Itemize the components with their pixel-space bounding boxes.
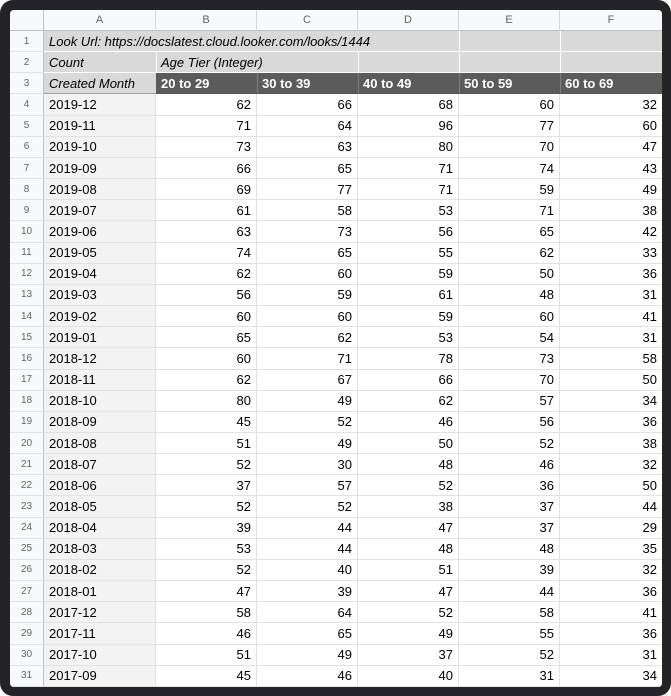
row-number[interactable]: 22 [10,475,44,496]
row-number[interactable]: 19 [10,412,44,433]
row-number[interactable]: 6 [10,137,44,158]
column-header-b[interactable]: B [156,10,257,31]
value-cell[interactable]: 60 [156,306,257,327]
value-cell[interactable]: 63 [156,221,257,242]
value-cell[interactable]: 55 [459,623,560,644]
value-cell[interactable]: 62 [358,391,459,412]
month-cell[interactable]: 2018-02 [44,560,156,581]
row-number[interactable]: 26 [10,560,44,581]
row-number[interactable]: 12 [10,264,44,285]
row-number[interactable]: 18 [10,391,44,412]
table-row [10,94,662,115]
table-row [10,306,662,327]
empty-cell[interactable] [459,52,560,73]
row-number[interactable]: 20 [10,433,44,454]
row-number[interactable]: 8 [10,179,44,200]
value-cell[interactable]: 64 [257,602,358,623]
value-cell[interactable]: 40 [257,560,358,581]
value-cell[interactable]: 48 [459,539,560,560]
month-cell[interactable]: 2018-01 [44,581,156,602]
table-row [10,518,662,539]
value-cell[interactable]: 44 [459,581,560,602]
value-cell[interactable]: 36 [560,264,662,285]
value-cell[interactable]: 60 [459,306,560,327]
value-cell[interactable]: 62 [459,243,560,264]
row-number[interactable]: 30 [10,645,44,666]
month-cell[interactable]: 2018-04 [44,518,156,539]
value-cell[interactable]: 71 [459,200,560,221]
value-cell[interactable]: 36 [459,475,560,496]
value-cell[interactable]: 32 [560,94,662,115]
row-number[interactable]: 16 [10,348,44,369]
value-cell[interactable]: 41 [560,306,662,327]
value-cell[interactable]: 61 [156,200,257,221]
value-cell[interactable]: 30 [257,454,358,475]
row-number[interactable]: 15 [10,327,44,348]
column-header-row [10,10,662,31]
table-row [10,412,662,433]
value-cell[interactable]: 45 [156,412,257,433]
column-header-e[interactable]: E [459,10,560,31]
row-number[interactable]: 24 [10,518,44,539]
value-cell[interactable]: 58 [459,602,560,623]
row-number[interactable]: 1 [10,31,44,52]
value-cell[interactable]: 53 [358,200,459,221]
value-cell[interactable]: 32 [560,454,662,475]
empty-cell[interactable] [358,52,459,73]
value-cell[interactable]: 71 [257,348,358,369]
table-row [10,137,662,158]
value-cell[interactable]: 58 [560,348,662,369]
table-row [10,327,662,348]
month-cell[interactable]: 2019-02 [44,306,156,327]
table-row [10,264,662,285]
table-row [10,285,662,306]
table-row [10,475,662,496]
table-row [10,370,662,391]
column-header-f[interactable]: F [560,10,662,31]
value-cell[interactable]: 57 [459,391,560,412]
table-row [10,391,662,412]
value-cell[interactable]: 39 [459,560,560,581]
value-cell[interactable]: 65 [257,243,358,264]
value-cell[interactable]: 74 [156,243,257,264]
value-cell[interactable]: 33 [560,243,662,264]
value-cell[interactable]: 80 [358,137,459,158]
measure-label-cell[interactable]: Count [44,52,156,73]
value-cell[interactable]: 54 [459,327,560,348]
month-cell[interactable]: 2019-08 [44,179,156,200]
value-cell[interactable]: 52 [459,645,560,666]
value-cell[interactable]: 38 [358,496,459,517]
month-cell[interactable]: 2019-11 [44,116,156,137]
value-cell[interactable]: 37 [459,518,560,539]
value-cell[interactable]: 77 [459,116,560,137]
row-number[interactable]: 2 [10,52,44,73]
value-cell[interactable]: 70 [459,137,560,158]
value-cell[interactable]: 78 [358,348,459,369]
value-cell[interactable]: 64 [257,116,358,137]
value-cell[interactable]: 49 [257,391,358,412]
value-cell[interactable]: 71 [358,158,459,179]
value-cell[interactable]: 34 [560,666,662,687]
value-cell[interactable]: 48 [358,454,459,475]
column-header-a[interactable]: A [44,10,156,31]
value-cell[interactable]: 52 [156,496,257,517]
value-cell[interactable]: 46 [459,454,560,475]
value-cell[interactable]: 62 [257,327,358,348]
tier-header-cell[interactable]: 40 to 49 [358,73,459,94]
table-row [10,581,662,602]
month-cell[interactable]: 2017-11 [44,623,156,644]
row-number[interactable]: 11 [10,243,44,264]
value-cell[interactable]: 46 [358,412,459,433]
table-row [10,602,662,623]
tier-header-cell[interactable]: 20 to 29 [156,73,257,94]
value-cell[interactable]: 62 [156,94,257,115]
value-cell[interactable]: 36 [560,581,662,602]
row-number[interactable]: 25 [10,539,44,560]
value-cell[interactable]: 67 [257,370,358,391]
table-row [10,539,662,560]
value-cell[interactable]: 52 [358,475,459,496]
value-cell[interactable]: 59 [358,306,459,327]
value-cell[interactable]: 52 [156,560,257,581]
value-cell[interactable]: 35 [560,539,662,560]
value-cell[interactable]: 44 [560,496,662,517]
value-cell[interactable]: 53 [156,539,257,560]
month-cell[interactable]: 2018-09 [44,412,156,433]
row-number[interactable]: 9 [10,200,44,221]
value-cell[interactable]: 74 [459,158,560,179]
value-cell[interactable]: 56 [156,285,257,306]
row-number[interactable]: 29 [10,623,44,644]
pivot-label-cell[interactable]: Age Tier (Integer) [156,52,358,73]
value-cell[interactable]: 39 [257,581,358,602]
month-cell[interactable]: 2019-06 [44,221,156,242]
row-number[interactable]: 17 [10,370,44,391]
value-cell[interactable]: 73 [459,348,560,369]
month-cell[interactable]: 2019-07 [44,200,156,221]
value-cell[interactable]: 50 [560,475,662,496]
value-cell[interactable]: 68 [358,94,459,115]
month-cell[interactable]: 2018-07 [44,454,156,475]
value-cell[interactable]: 44 [257,539,358,560]
dimension-label-cell[interactable]: Created Month [44,73,156,94]
month-cell[interactable]: 2019-05 [44,243,156,264]
value-cell[interactable]: 37 [156,475,257,496]
value-cell[interactable]: 31 [459,666,560,687]
month-cell[interactable]: 2018-12 [44,348,156,369]
month-cell[interactable]: 2017-09 [44,666,156,687]
month-cell[interactable]: 2018-10 [44,391,156,412]
value-cell[interactable]: 34 [560,391,662,412]
value-cell[interactable]: 60 [156,348,257,369]
value-cell[interactable]: 48 [358,539,459,560]
value-cell[interactable]: 46 [156,623,257,644]
value-cell[interactable]: 52 [459,433,560,454]
value-cell[interactable]: 62 [156,264,257,285]
value-cell[interactable]: 63 [257,137,358,158]
tier-header-cell[interactable]: 60 to 69 [560,73,662,94]
month-cell[interactable]: 2018-08 [44,433,156,454]
value-cell[interactable]: 36 [560,623,662,644]
row-number[interactable]: 10 [10,221,44,242]
value-cell[interactable]: 73 [156,137,257,158]
table-row [10,348,662,369]
month-cell[interactable]: 2018-06 [44,475,156,496]
table-row [10,560,662,581]
value-cell[interactable]: 60 [459,94,560,115]
table-row [10,454,662,475]
value-cell[interactable]: 70 [459,370,560,391]
month-cell[interactable]: 2017-10 [44,645,156,666]
value-cell[interactable]: 71 [358,179,459,200]
row-number[interactable]: 23 [10,496,44,517]
empty-cell[interactable] [560,31,662,52]
row-number[interactable]: 21 [10,454,44,475]
row-number[interactable]: 14 [10,306,44,327]
month-cell[interactable]: 2018-05 [44,496,156,517]
row-number[interactable]: 31 [10,666,44,687]
value-cell[interactable]: 52 [358,602,459,623]
empty-cell[interactable] [459,31,560,52]
row-number[interactable]: 27 [10,581,44,602]
look-url-cell[interactable]: Look Url: https://docslatest.cloud.looker.com/looks/1444 [44,31,459,52]
table-row [10,200,662,221]
value-cell[interactable]: 40 [358,666,459,687]
table-row [10,666,662,687]
value-cell[interactable]: 41 [560,602,662,623]
value-cell[interactable]: 58 [257,200,358,221]
column-header-c[interactable]: C [257,10,358,31]
value-cell[interactable]: 49 [560,179,662,200]
value-cell[interactable]: 73 [257,221,358,242]
value-cell[interactable]: 59 [358,264,459,285]
value-cell[interactable]: 60 [560,116,662,137]
value-cell[interactable]: 36 [560,412,662,433]
row-look-url [10,31,662,52]
value-cell[interactable]: 51 [358,560,459,581]
month-cell[interactable]: 2019-03 [44,285,156,306]
month-cell[interactable]: 2019-12 [44,94,156,115]
row-number[interactable]: 7 [10,158,44,179]
value-cell[interactable]: 65 [156,327,257,348]
value-cell[interactable]: 42 [560,221,662,242]
value-cell[interactable]: 50 [358,433,459,454]
row-number[interactable]: 5 [10,116,44,137]
table-row [10,158,662,179]
table-row [10,116,662,137]
month-cell[interactable]: 2019-04 [44,264,156,285]
value-cell[interactable]: 49 [358,623,459,644]
value-cell[interactable]: 38 [560,200,662,221]
row-tier-header [10,73,662,94]
row-number[interactable]: 13 [10,285,44,306]
table-row [10,496,662,517]
value-cell[interactable]: 52 [257,496,358,517]
table-row [10,623,662,644]
value-cell[interactable]: 56 [358,221,459,242]
value-cell[interactable]: 46 [257,666,358,687]
value-cell[interactable]: 69 [156,179,257,200]
value-cell[interactable]: 47 [156,581,257,602]
value-cell[interactable]: 96 [358,116,459,137]
value-cell[interactable]: 49 [257,645,358,666]
month-cell[interactable]: 2019-10 [44,137,156,158]
tier-header-cell[interactable]: 30 to 39 [257,73,358,94]
value-cell[interactable]: 53 [358,327,459,348]
value-cell[interactable]: 31 [560,285,662,306]
value-cell[interactable]: 37 [358,645,459,666]
value-cell[interactable]: 31 [560,645,662,666]
value-cell[interactable]: 58 [156,602,257,623]
column-header-d[interactable]: D [358,10,459,31]
select-all-corner[interactable] [10,10,44,31]
value-cell[interactable]: 71 [156,116,257,137]
value-cell[interactable]: 50 [560,370,662,391]
value-cell[interactable]: 60 [257,264,358,285]
value-cell[interactable]: 65 [257,623,358,644]
value-cell[interactable]: 38 [560,433,662,454]
value-cell[interactable]: 51 [156,433,257,454]
value-cell[interactable]: 48 [459,285,560,306]
value-cell[interactable]: 77 [257,179,358,200]
value-cell[interactable]: 65 [257,158,358,179]
value-cell[interactable]: 43 [560,158,662,179]
table-row [10,433,662,454]
table-row [10,243,662,264]
value-cell[interactable]: 51 [156,645,257,666]
row-number[interactable]: 4 [10,94,44,115]
value-cell[interactable]: 39 [156,518,257,539]
value-cell[interactable]: 59 [257,285,358,306]
value-cell[interactable]: 37 [459,496,560,517]
empty-cell[interactable] [560,52,662,73]
row-number[interactable]: 3 [10,73,44,94]
value-cell[interactable]: 49 [257,433,358,454]
value-cell[interactable]: 32 [560,560,662,581]
value-cell[interactable]: 65 [459,221,560,242]
spreadsheet-grid [10,10,662,687]
value-cell[interactable]: 44 [257,518,358,539]
value-cell[interactable]: 50 [459,264,560,285]
value-cell[interactable]: 61 [358,285,459,306]
table-row [10,179,662,200]
value-cell[interactable]: 47 [560,137,662,158]
value-cell[interactable]: 66 [156,158,257,179]
value-cell[interactable]: 56 [459,412,560,433]
value-cell[interactable]: 52 [156,454,257,475]
month-cell[interactable]: 2019-01 [44,327,156,348]
value-cell[interactable]: 45 [156,666,257,687]
value-cell[interactable]: 52 [257,412,358,433]
value-cell[interactable]: 66 [257,94,358,115]
value-cell[interactable]: 80 [156,391,257,412]
month-cell[interactable]: 2019-09 [44,158,156,179]
month-cell[interactable]: 2018-11 [44,370,156,391]
row-number[interactable]: 28 [10,602,44,623]
row-labels [10,52,662,73]
value-cell[interactable]: 31 [560,327,662,348]
tier-header-cell[interactable]: 50 to 59 [459,73,560,94]
month-cell[interactable]: 2018-03 [44,539,156,560]
value-cell[interactable]: 47 [358,518,459,539]
value-cell[interactable]: 47 [358,581,459,602]
table-row [10,645,662,666]
table-row [10,221,662,242]
value-cell[interactable]: 62 [156,370,257,391]
value-cell[interactable]: 60 [257,306,358,327]
value-cell[interactable]: 55 [358,243,459,264]
value-cell[interactable]: 59 [459,179,560,200]
value-cell[interactable]: 57 [257,475,358,496]
month-cell[interactable]: 2017-12 [44,602,156,623]
value-cell[interactable]: 29 [560,518,662,539]
value-cell[interactable]: 66 [358,370,459,391]
